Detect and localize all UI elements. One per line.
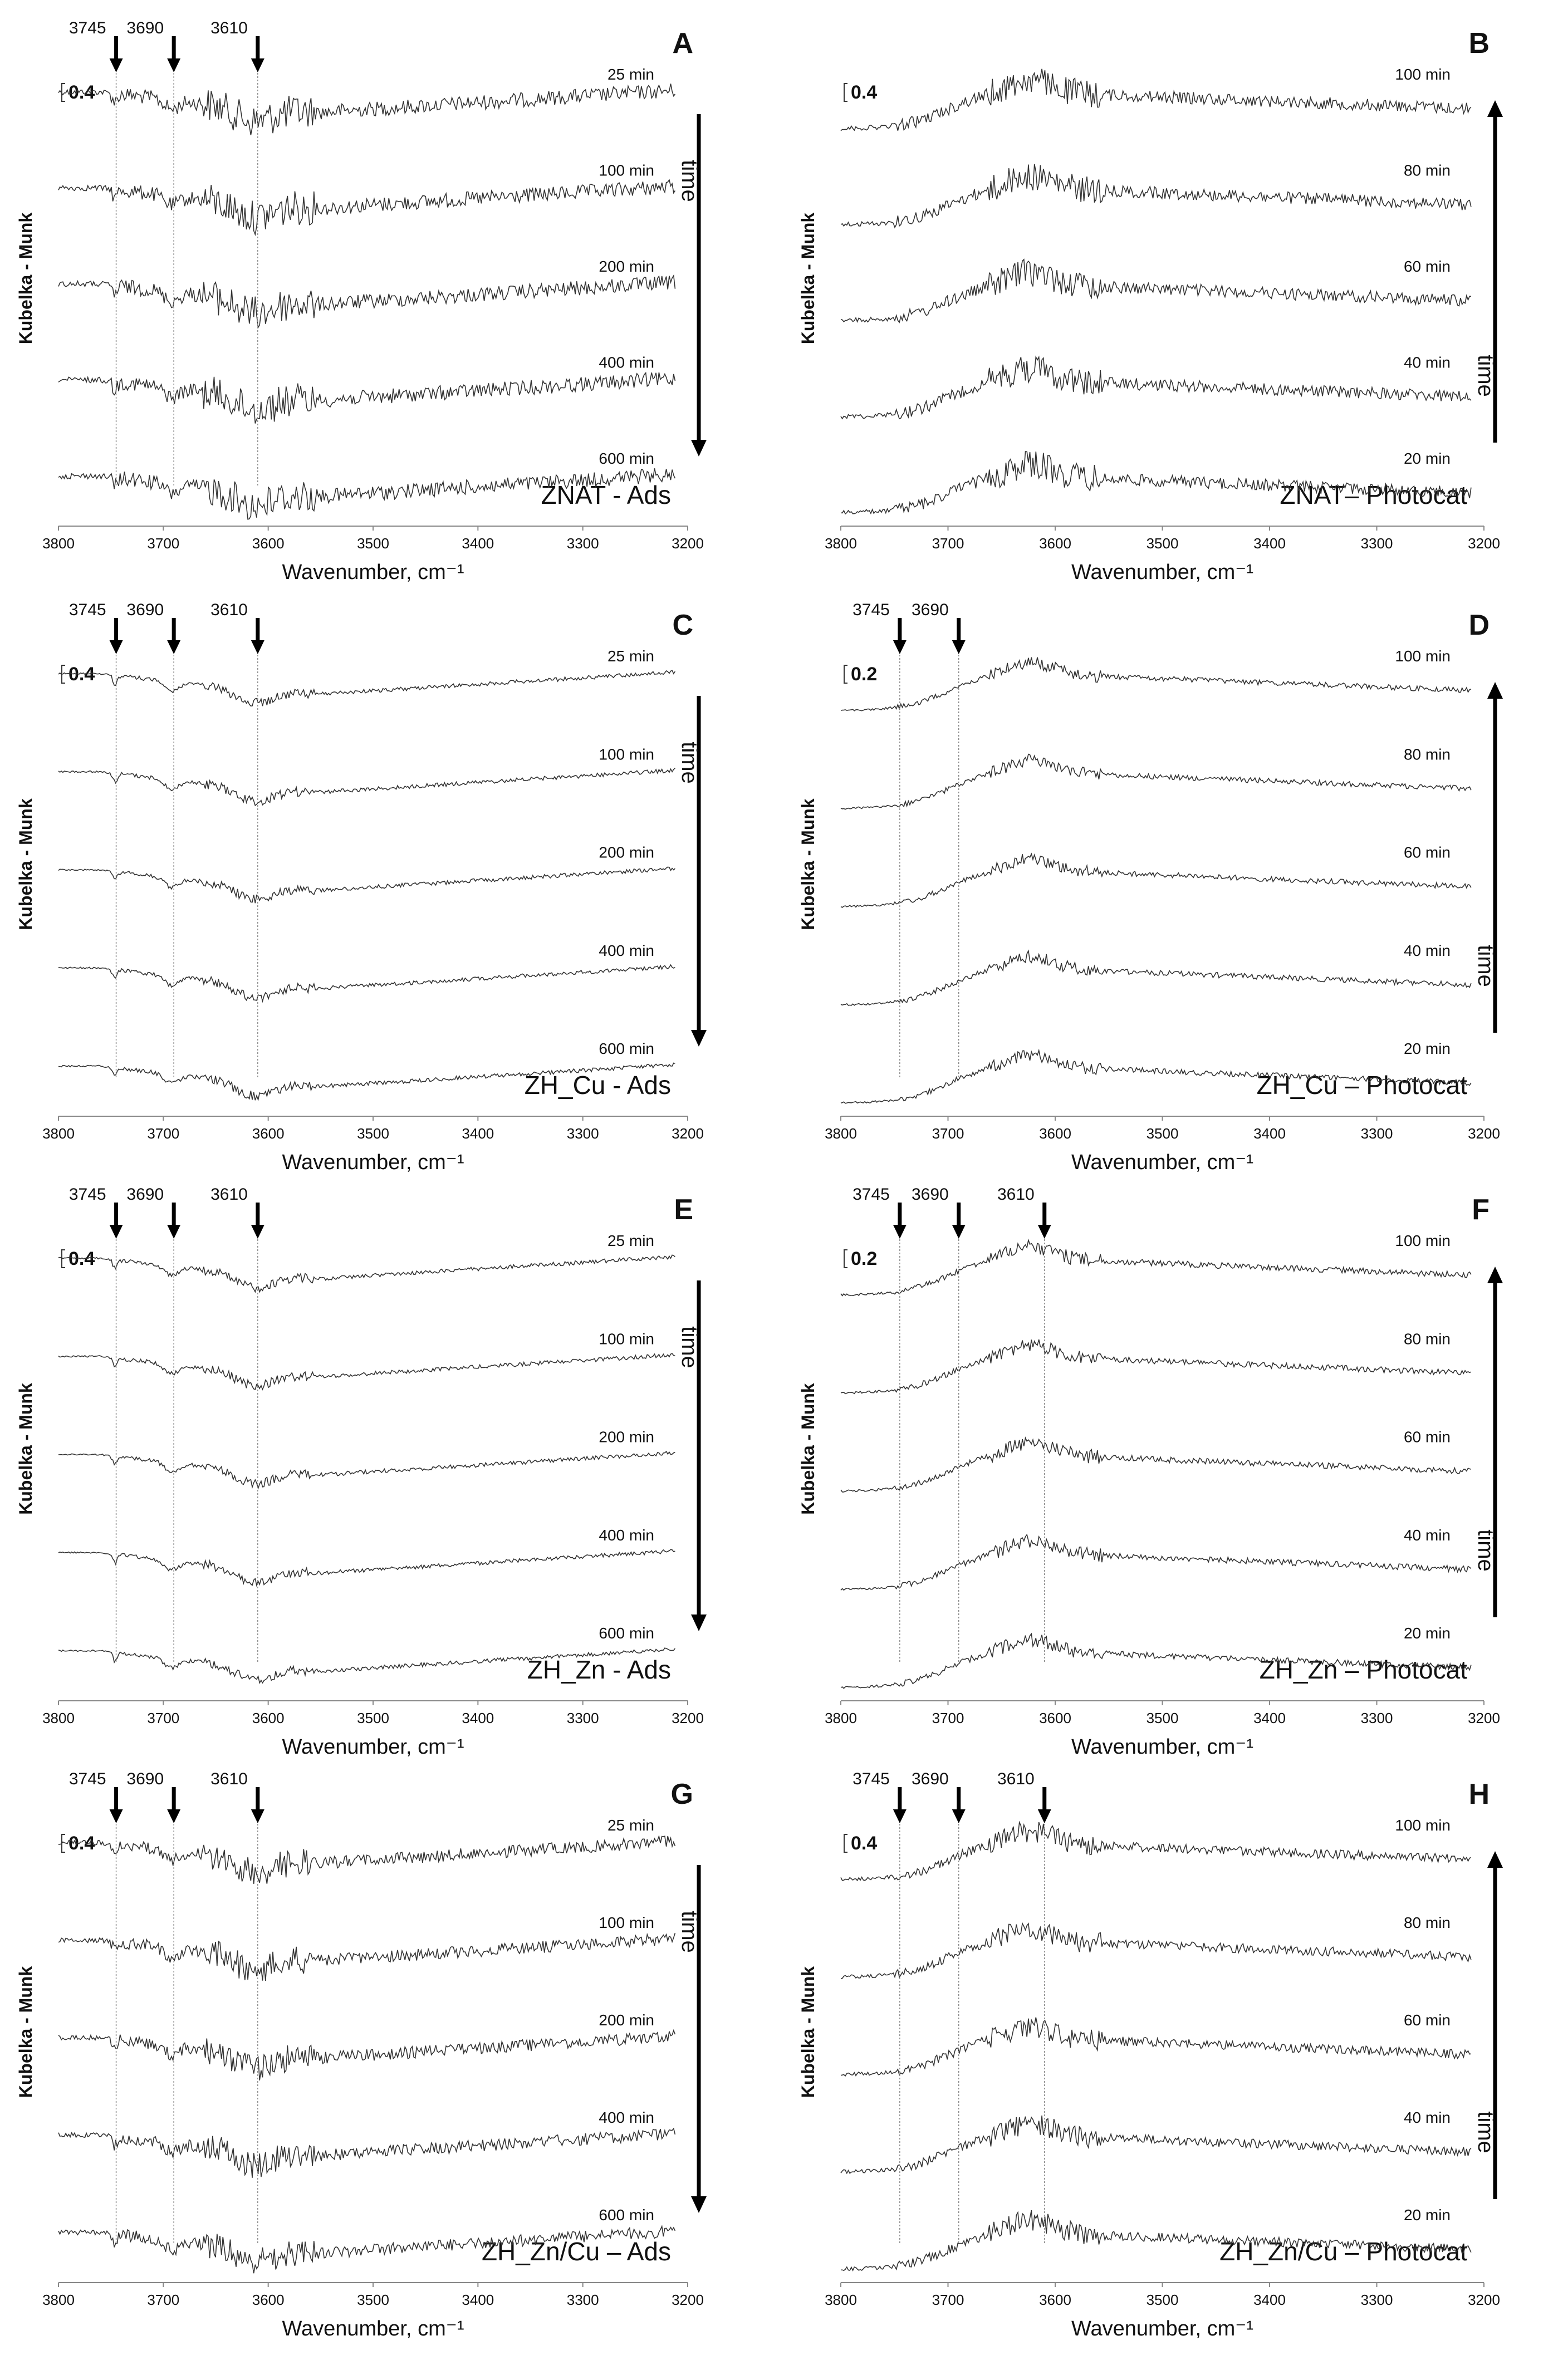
x-tick-label: 3800 [42,2291,75,2308]
time-label: 200 min [599,843,654,861]
time-label: 600 min [599,1625,654,1642]
panel-title: ZH_Cu - Ads [524,1071,671,1100]
spectrum-line [58,1836,675,1884]
time-label: 100 min [1395,1232,1451,1249]
scale-label: 0.4 [68,1248,95,1269]
scale-label: 0.2 [851,1248,878,1269]
x-tick-label: 3600 [252,1710,285,1726]
time-label: 600 min [599,1040,654,1057]
y-axis-label: Kubelka - Munk [798,212,818,345]
peak-label: 3610 [210,1185,248,1204]
time-arrow-head [691,2196,707,2213]
x-tick-label: 3800 [42,535,75,552]
scale-bar [844,1834,847,1852]
time-word: time [677,742,702,784]
x-tick-label: 3200 [1468,1125,1500,1142]
peak-label: 3745 [68,601,106,619]
scale-label: 0.4 [851,82,878,103]
x-axis-label: Wavenumber, cm⁻¹ [282,561,464,584]
panel-title: ZH_Zn – Photocat [1259,1655,1467,1684]
x-tick-label: 3200 [672,2291,704,2308]
x-tick-label: 3300 [566,1710,599,1726]
peak-arrow-head [893,640,907,654]
x-tick-label: 3700 [932,1125,964,1142]
time-label: 100 min [599,1914,654,1931]
time-label: 60 min [1403,2011,1451,2029]
spectrum-line [58,1933,675,1981]
panel-letter: H [1468,1778,1490,1810]
time-word: time [1473,945,1498,987]
peak-label: 3690 [912,601,949,619]
peak-arrow-head [952,640,966,654]
panel-letter: B [1468,27,1490,60]
x-tick-label: 3400 [1253,535,1286,552]
chart-panel [16,1185,707,1759]
time-label: 40 min [1403,941,1451,959]
time-label: 100 min [1395,1817,1451,1834]
spectrum-line [58,1451,675,1488]
peak-arrow-head [893,1809,907,1823]
time-label: 100 min [599,1330,654,1348]
time-label: 25 min [607,1232,654,1249]
x-tick-label: 3700 [932,1710,964,1726]
peak-label: 3690 [126,601,164,619]
y-axis-label: Kubelka - Munk [798,1383,818,1515]
x-tick-label: 3500 [1146,1125,1179,1142]
y-axis-label: Kubelka - Munk [16,1383,36,1515]
x-tick-label: 3800 [825,1710,857,1726]
chart-panel [16,19,707,584]
x-tick-label: 3800 [825,2291,857,2308]
spectrum-line [58,965,675,1001]
time-word: time [677,1326,702,1368]
spectrum-line [58,180,675,234]
time-label: 100 min [599,161,654,179]
x-tick-label: 3200 [1468,535,1500,552]
peak-arrow-head [251,1809,264,1823]
spectrum-line [841,1822,1471,1881]
time-label: 100 min [1395,66,1451,83]
x-tick-label: 3500 [1146,2291,1179,2308]
x-axis-label: Wavenumber, cm⁻¹ [1071,2317,1253,2340]
spectrum-line [58,1549,675,1585]
time-label: 25 min [607,66,654,83]
scale-bar [62,84,65,101]
time-label: 40 min [1403,1526,1451,1544]
x-tick-label: 3400 [462,2291,494,2308]
x-tick-label: 3500 [357,2291,389,2308]
spectrum-line [58,670,675,706]
x-tick-label: 3700 [147,535,180,552]
spectrum-line [841,357,1471,419]
time-label: 600 min [599,2206,654,2224]
spectrum-line [841,2018,1471,2076]
peak-arrow-head [952,1809,966,1823]
x-tick-label: 3500 [1146,535,1179,552]
peak-label: 3690 [912,1185,949,1204]
x-tick-label: 3400 [1253,1710,1286,1726]
time-label: 25 min [607,1817,654,1834]
panel-letter: E [674,1194,693,1226]
time-word: time [1473,1529,1498,1572]
scale-bar [844,665,847,683]
spectrum-line [58,768,675,806]
x-tick-label: 3200 [672,1125,704,1142]
time-label: 80 min [1403,745,1451,763]
time-arrow-head [691,1030,707,1047]
x-tick-label: 3300 [1360,1125,1393,1142]
spectrum-line [841,1438,1471,1492]
x-tick-label: 3300 [566,1125,599,1142]
spectrum-line [841,69,1471,131]
spectrum-line [841,1240,1471,1296]
x-tick-label: 3400 [1253,2291,1286,2308]
time-label: 80 min [1403,1914,1451,1931]
scale-label: 0.4 [68,1833,95,1854]
x-tick-label: 3800 [825,1125,857,1142]
panel-letter: D [1468,609,1490,641]
y-axis-label: Kubelka - Munk [798,798,818,930]
x-tick-label: 3300 [1360,2291,1393,2308]
peak-arrow-head [167,1225,180,1239]
time-arrow-head [691,440,707,457]
spectrum-line [841,657,1471,711]
x-axis-label: Wavenumber, cm⁻¹ [1071,1151,1253,1174]
x-tick-label: 3400 [1253,1125,1286,1142]
spectrum-line [841,1923,1471,1979]
spectrum-line [58,1353,675,1390]
x-tick-label: 3700 [932,535,964,552]
time-label: 200 min [599,2011,654,2029]
x-tick-label: 3200 [1468,2291,1500,2308]
time-label: 20 min [1403,2206,1451,2224]
spectrum-line [58,1255,675,1292]
spectrum-line [58,867,675,903]
peak-arrow-head [251,58,264,72]
time-arrow-head [1487,1851,1503,1868]
x-tick-label: 3300 [566,535,599,552]
peak-arrow-head [251,640,264,654]
time-label: 100 min [1395,647,1451,665]
time-arrow-head [691,1615,707,1631]
spectrum-line [58,2128,675,2177]
x-tick-label: 3600 [252,2291,285,2308]
x-tick-label: 3400 [462,1125,494,1142]
time-label: 40 min [1403,2109,1451,2126]
x-tick-label: 3600 [252,1125,285,1142]
chart-panel [798,1770,1503,2340]
time-label: 600 min [599,450,654,467]
peak-label: 3745 [68,1770,106,1788]
time-label: 60 min [1403,1428,1451,1446]
chart-panel [798,601,1503,1174]
x-tick-label: 3400 [462,535,494,552]
x-tick-label: 3500 [1146,1710,1179,1726]
spectrum-line [58,372,675,424]
spectrum-line [58,276,675,327]
chart-panel [16,1770,707,2340]
x-tick-label: 3500 [357,1125,389,1142]
peak-arrow-head [1038,1225,1051,1239]
x-tick-label: 3700 [147,1710,180,1726]
x-tick-label: 3800 [42,1710,75,1726]
spectrum-line [841,754,1471,809]
x-tick-label: 3200 [672,1710,704,1726]
peak-label: 3745 [853,1770,890,1788]
chart-panel [16,601,707,1174]
time-arrow-head [1487,682,1503,699]
x-tick-label: 3600 [1039,1710,1071,1726]
time-label: 200 min [599,258,654,275]
time-label: 80 min [1403,1330,1451,1348]
time-label: 400 min [599,1526,654,1544]
spectrum-line [841,2116,1471,2173]
panel-title: ZH_Zn/Cu – Ads [481,2237,671,2266]
peak-label: 3745 [68,19,106,37]
peak-label: 3610 [997,1770,1035,1788]
peak-arrow-head [952,1225,966,1239]
panel-letter: G [670,1778,693,1810]
x-tick-label: 3600 [1039,2291,1071,2308]
time-word: time [677,1911,702,1953]
x-axis-label: Wavenumber, cm⁻¹ [282,1151,464,1174]
peak-label: 3745 [68,1185,106,1204]
x-tick-label: 3700 [932,2291,964,2308]
peak-label: 3610 [210,601,248,619]
y-axis-label: Kubelka - Munk [16,212,36,345]
y-axis-label: Kubelka - Munk [16,1966,36,2098]
peak-arrow-head [110,58,123,72]
panel-title: ZH_Cu – Photocat [1256,1071,1467,1100]
peak-label: 3690 [126,1770,164,1788]
x-tick-label: 3400 [462,1710,494,1726]
peak-arrow-head [1038,1809,1051,1823]
spectrum-line [841,951,1471,1005]
peak-label: 3610 [210,1770,248,1788]
peak-label: 3690 [126,19,164,37]
time-word: time [1473,2111,1498,2153]
x-tick-label: 3600 [1039,535,1071,552]
spectrum-line [841,259,1471,322]
spectrum-line [841,161,1471,228]
x-axis-label: Wavenumber, cm⁻¹ [282,2317,464,2340]
time-label: 40 min [1403,354,1451,371]
x-tick-label: 3600 [252,535,285,552]
x-axis-label: Wavenumber, cm⁻¹ [1071,1735,1253,1759]
panel-letter: A [672,27,693,60]
peak-arrow-head [251,1225,264,1239]
panel-title: ZH_Zn/Cu – Photocat [1219,2237,1467,2266]
peak-arrow-head [110,1809,123,1823]
time-label: 20 min [1403,450,1451,467]
time-label: 400 min [599,2109,654,2126]
time-label: 25 min [607,647,654,665]
chart-panel [798,1185,1503,1759]
peak-arrow-head [167,1809,180,1823]
y-axis-label: Kubelka - Munk [798,1966,818,2098]
x-tick-label: 3300 [1360,1710,1393,1726]
x-tick-label: 3700 [147,1125,180,1142]
x-tick-label: 3600 [1039,1125,1071,1142]
x-tick-label: 3500 [357,535,389,552]
time-label: 20 min [1403,1625,1451,1642]
x-tick-label: 3300 [1360,535,1393,552]
x-axis-label: Wavenumber, cm⁻¹ [1071,561,1253,584]
scale-bar [844,84,847,101]
peak-label: 3745 [853,1185,890,1204]
peak-label: 3745 [853,601,890,619]
scale-label: 0.4 [68,82,95,103]
time-label: 60 min [1403,258,1451,275]
panel-title: ZNAT - Ads [541,480,671,509]
time-label: 60 min [1403,843,1451,861]
time-word: time [677,160,702,202]
peak-label: 3690 [912,1770,949,1788]
x-tick-label: 3800 [42,1125,75,1142]
peak-arrow-head [167,58,180,72]
y-axis-label: Kubelka - Munk [16,798,36,930]
peak-arrow-head [110,640,123,654]
time-label: 200 min [599,1428,654,1446]
peak-arrow-head [167,640,180,654]
x-tick-label: 3200 [672,535,704,552]
chart-panel [798,27,1503,584]
peak-label: 3690 [126,1185,164,1204]
panel-letter: F [1472,1194,1490,1226]
panel-letter: C [672,609,693,641]
x-tick-label: 3300 [566,2291,599,2308]
scale-label: 0.2 [851,664,878,685]
time-arrow-head [1487,1267,1503,1283]
spectrum-line [58,84,675,135]
peak-arrow-head [893,1225,907,1239]
peak-label: 3610 [997,1185,1035,1204]
time-label: 80 min [1403,161,1451,179]
scale-bar [844,1250,847,1268]
scale-label: 0.4 [851,1833,878,1854]
time-label: 400 min [599,941,654,959]
x-tick-label: 3500 [357,1710,389,1726]
spectrum-line [841,854,1471,907]
x-axis-label: Wavenumber, cm⁻¹ [282,1735,464,1759]
time-word: time [1473,355,1498,397]
panel-title: ZH_Zn - Ads [527,1655,671,1684]
time-label: 100 min [599,745,654,763]
panel-title: ZNAT– Photocat [1280,480,1467,509]
x-tick-label: 3700 [147,2291,180,2308]
spectrum-line [58,2030,675,2080]
x-tick-label: 3200 [1468,1710,1500,1726]
scale-label: 0.4 [68,664,95,685]
x-tick-label: 3800 [825,535,857,552]
spectrum-line [841,1535,1471,1591]
spectrum-line [841,1339,1471,1393]
time-label: 20 min [1403,1040,1451,1057]
time-arrow-head [1487,100,1503,117]
peak-arrow-head [110,1225,123,1239]
peak-label: 3610 [210,19,248,37]
time-label: 400 min [599,354,654,371]
